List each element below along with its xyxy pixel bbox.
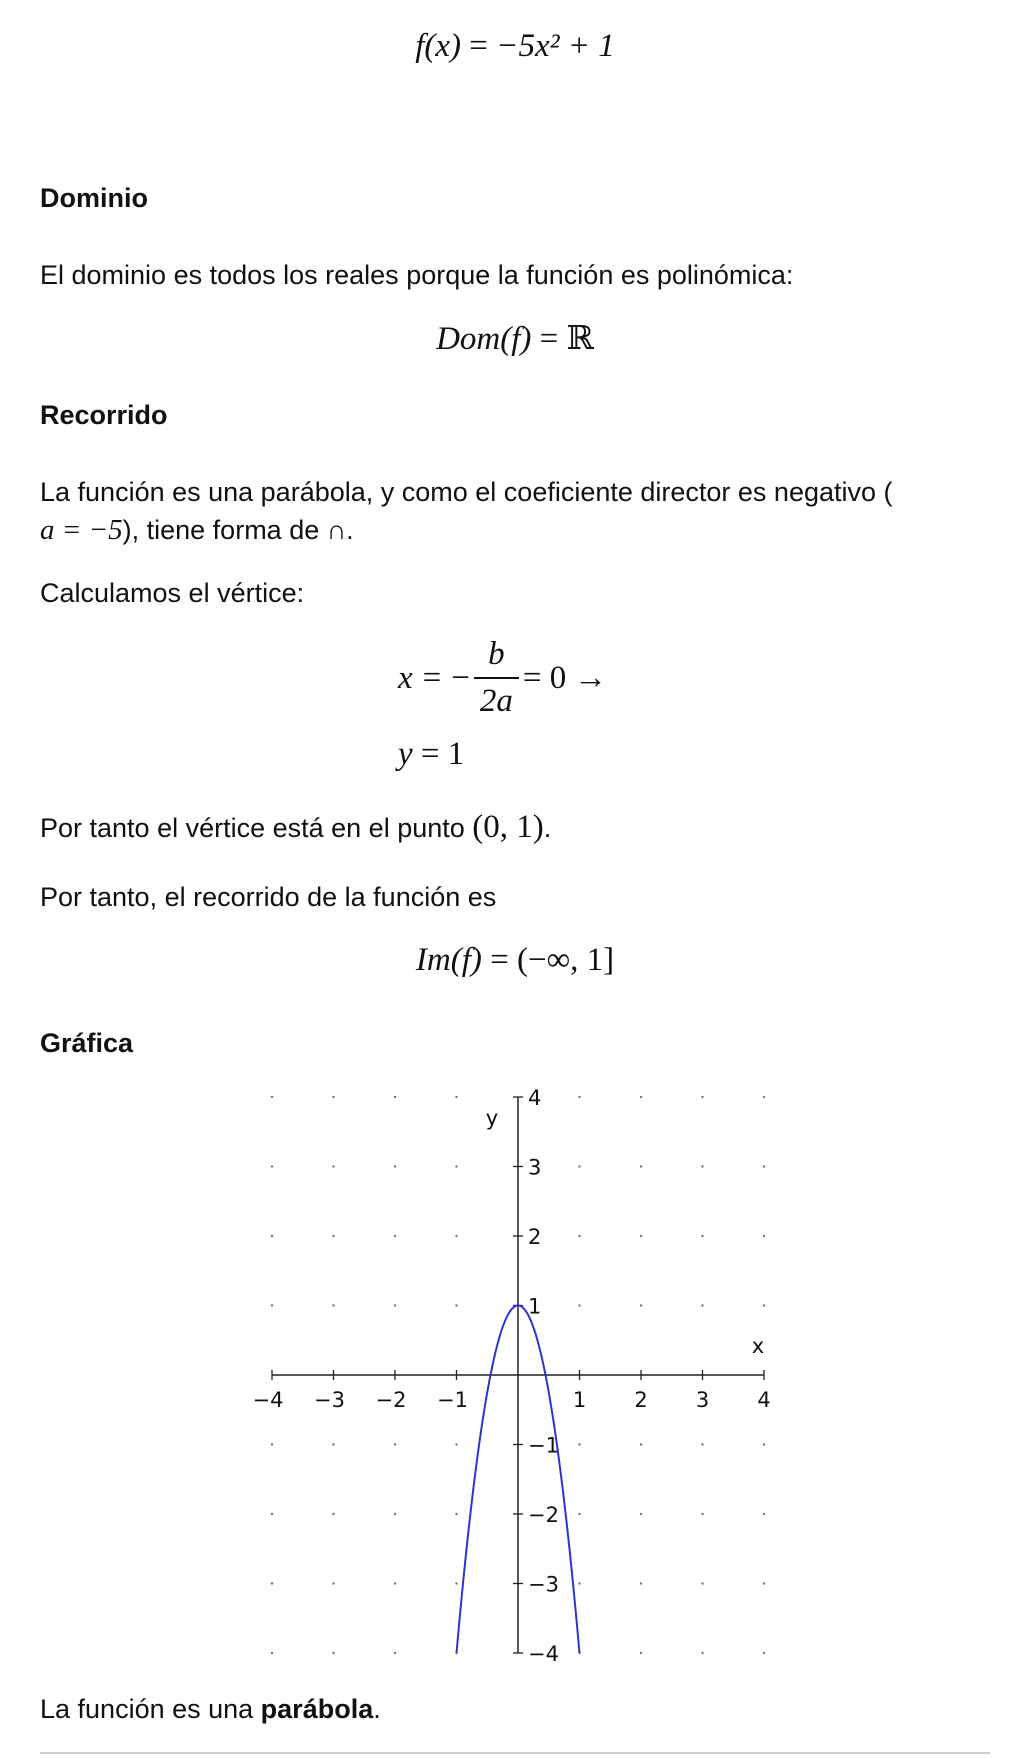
grafica-heading: Gráfica — [40, 1028, 134, 1058]
grid-dot — [455, 1513, 457, 1515]
grid-dot — [332, 1652, 334, 1654]
x-tick-label: 2 — [634, 1388, 648, 1412]
vertex-y-var: y — [398, 736, 413, 772]
grid-dot — [394, 1235, 396, 1237]
x-tick-label: 1 — [572, 1388, 587, 1412]
grid-dot — [701, 1652, 703, 1654]
grid-dot — [578, 1582, 580, 1584]
x-axis-label: x — [751, 1334, 765, 1358]
grid-dot — [394, 1652, 396, 1654]
grid-dot — [394, 1513, 396, 1515]
x-tick-label: 3 — [695, 1388, 710, 1412]
dominio-text: El dominio es todos los reales porque la función es polinómica: — [40, 260, 794, 290]
y-tick-label: 3 — [528, 1155, 542, 1180]
grid-dot — [455, 1443, 457, 1445]
fraction-denominator: 2a — [479, 683, 513, 719]
grid-dot — [763, 1304, 765, 1306]
y-tick-label: 2 — [528, 1225, 542, 1249]
grid-dot — [394, 1165, 396, 1167]
grid-dot — [640, 1096, 642, 1098]
grid-dot — [640, 1304, 642, 1306]
grid-dot — [578, 1165, 580, 1167]
grid-dot — [701, 1582, 703, 1584]
range-formula-rhs: = (−∞, 1] — [490, 942, 615, 978]
grid-dot — [332, 1235, 334, 1237]
dominio-heading: Dominio — [40, 183, 148, 213]
grid-dot — [640, 1582, 642, 1584]
conclusion-post: . — [373, 1694, 381, 1724]
grid-dot — [332, 1304, 334, 1306]
grid-dot — [394, 1443, 396, 1445]
y-tick-label: −4 — [528, 1642, 559, 1666]
grid-dot — [701, 1443, 703, 1445]
vertex-text-post: . — [543, 813, 552, 843]
grid-dot — [271, 1165, 273, 1167]
grid-dot — [640, 1652, 642, 1654]
grid-dot — [578, 1304, 580, 1306]
grid-dot — [640, 1165, 642, 1167]
x-tick-label: −3 — [314, 1388, 345, 1412]
grid-dot — [701, 1304, 703, 1306]
vertex-point: (0, 1) — [472, 809, 544, 845]
vertex-x-result: = 0 — [522, 659, 567, 696]
grid-dot — [640, 1235, 642, 1237]
grid-dot — [332, 1443, 334, 1445]
grid-dot — [578, 1235, 580, 1237]
recorrido-line1: La función es una parábola, y como el coeficiente director es negativo ( — [40, 477, 893, 507]
grid-dot — [271, 1443, 273, 1445]
conclusion-bold: parábola — [260, 1694, 374, 1724]
grid-dot — [640, 1513, 642, 1515]
grid-dot — [763, 1235, 765, 1237]
x-tick-label: 4 — [757, 1388, 771, 1412]
range-formula-lhs: Im(f) — [415, 942, 482, 978]
grid-dot — [763, 1652, 765, 1654]
grid-dot — [394, 1304, 396, 1306]
grid-dot — [763, 1582, 765, 1584]
grid-dot — [271, 1513, 273, 1515]
grid-dot — [271, 1096, 273, 1098]
grid-dot — [640, 1443, 642, 1445]
ticks — [253, 1086, 771, 1666]
grid-dot — [455, 1235, 457, 1237]
calc-vertex-text: Calculamos el vértice: — [40, 578, 305, 608]
x-tick-label: −4 — [252, 1388, 284, 1412]
title-formula-lhs: f(x) — [415, 28, 462, 64]
grid-dot — [455, 1304, 457, 1306]
grid-dot — [332, 1096, 334, 1098]
grid-dot — [701, 1096, 703, 1098]
y-tick-label: 4 — [528, 1086, 542, 1110]
fraction-numerator: b — [474, 636, 519, 679]
y-tick-label: 1 — [528, 1294, 542, 1319]
vertex-x-minus: − — [451, 659, 470, 696]
grid-dot — [763, 1513, 765, 1515]
conclusion-text — [40, 1690, 381, 1728]
grid-dot — [578, 1096, 580, 1098]
grid-dot — [455, 1582, 457, 1584]
y-tick-label: −1 — [528, 1433, 559, 1458]
grid-dot — [271, 1304, 273, 1306]
grid-dot — [271, 1582, 273, 1584]
grid-dot — [763, 1443, 765, 1445]
grid-dot — [701, 1235, 703, 1237]
title-formula-rhs: −5x² + 1 — [496, 28, 615, 64]
vertex-x-var: x — [398, 659, 413, 696]
grid-dot — [271, 1652, 273, 1654]
x-tick-label: −2 — [375, 1388, 407, 1412]
grid-dot — [332, 1582, 334, 1584]
grid-dot — [332, 1513, 334, 1515]
y-tick-label: −2 — [528, 1503, 559, 1527]
recorrido-line2-text: ), tiene forma de ∩. — [122, 515, 354, 545]
title-formula-eq: = — [469, 28, 497, 64]
conclusion-pre: La función es una — [40, 1694, 261, 1724]
dominio-formula-eq: = — [539, 321, 567, 357]
grid-dot — [701, 1165, 703, 1167]
grid-dot — [271, 1235, 273, 1237]
dominio-formula-rhs: ℝ — [566, 321, 594, 357]
x-tick-label: −1 — [437, 1388, 468, 1412]
dominio-formula-lhs: Dom(f) — [436, 321, 532, 357]
grid-dot — [394, 1582, 396, 1584]
coef-a-math: a = −5 — [40, 514, 123, 546]
recorrido-heading: Recorrido — [40, 400, 168, 430]
vertex-text-pre: Por tanto el vértice está en el punto — [40, 813, 473, 843]
grid-dot — [578, 1443, 580, 1445]
grid-dot — [701, 1513, 703, 1515]
range-text: Por tanto, el recorrido de la función es — [40, 882, 497, 912]
axes — [272, 1097, 764, 1653]
grid-dot — [455, 1165, 457, 1167]
grid-dot — [332, 1165, 334, 1167]
grid-dot — [455, 1096, 457, 1098]
vertex-y-result: = 1 — [420, 736, 465, 772]
grid-dot — [763, 1096, 765, 1098]
vertex-x-eq: = — [422, 659, 442, 696]
grid-dot — [394, 1096, 396, 1098]
bottom-divider — [40, 1752, 990, 1754]
grid-dot — [763, 1165, 765, 1167]
y-axis-label: y — [485, 1106, 499, 1130]
y-tick-label: −3 — [528, 1572, 559, 1597]
grid-dot — [578, 1513, 580, 1515]
arrow-icon: → — [574, 659, 608, 696]
